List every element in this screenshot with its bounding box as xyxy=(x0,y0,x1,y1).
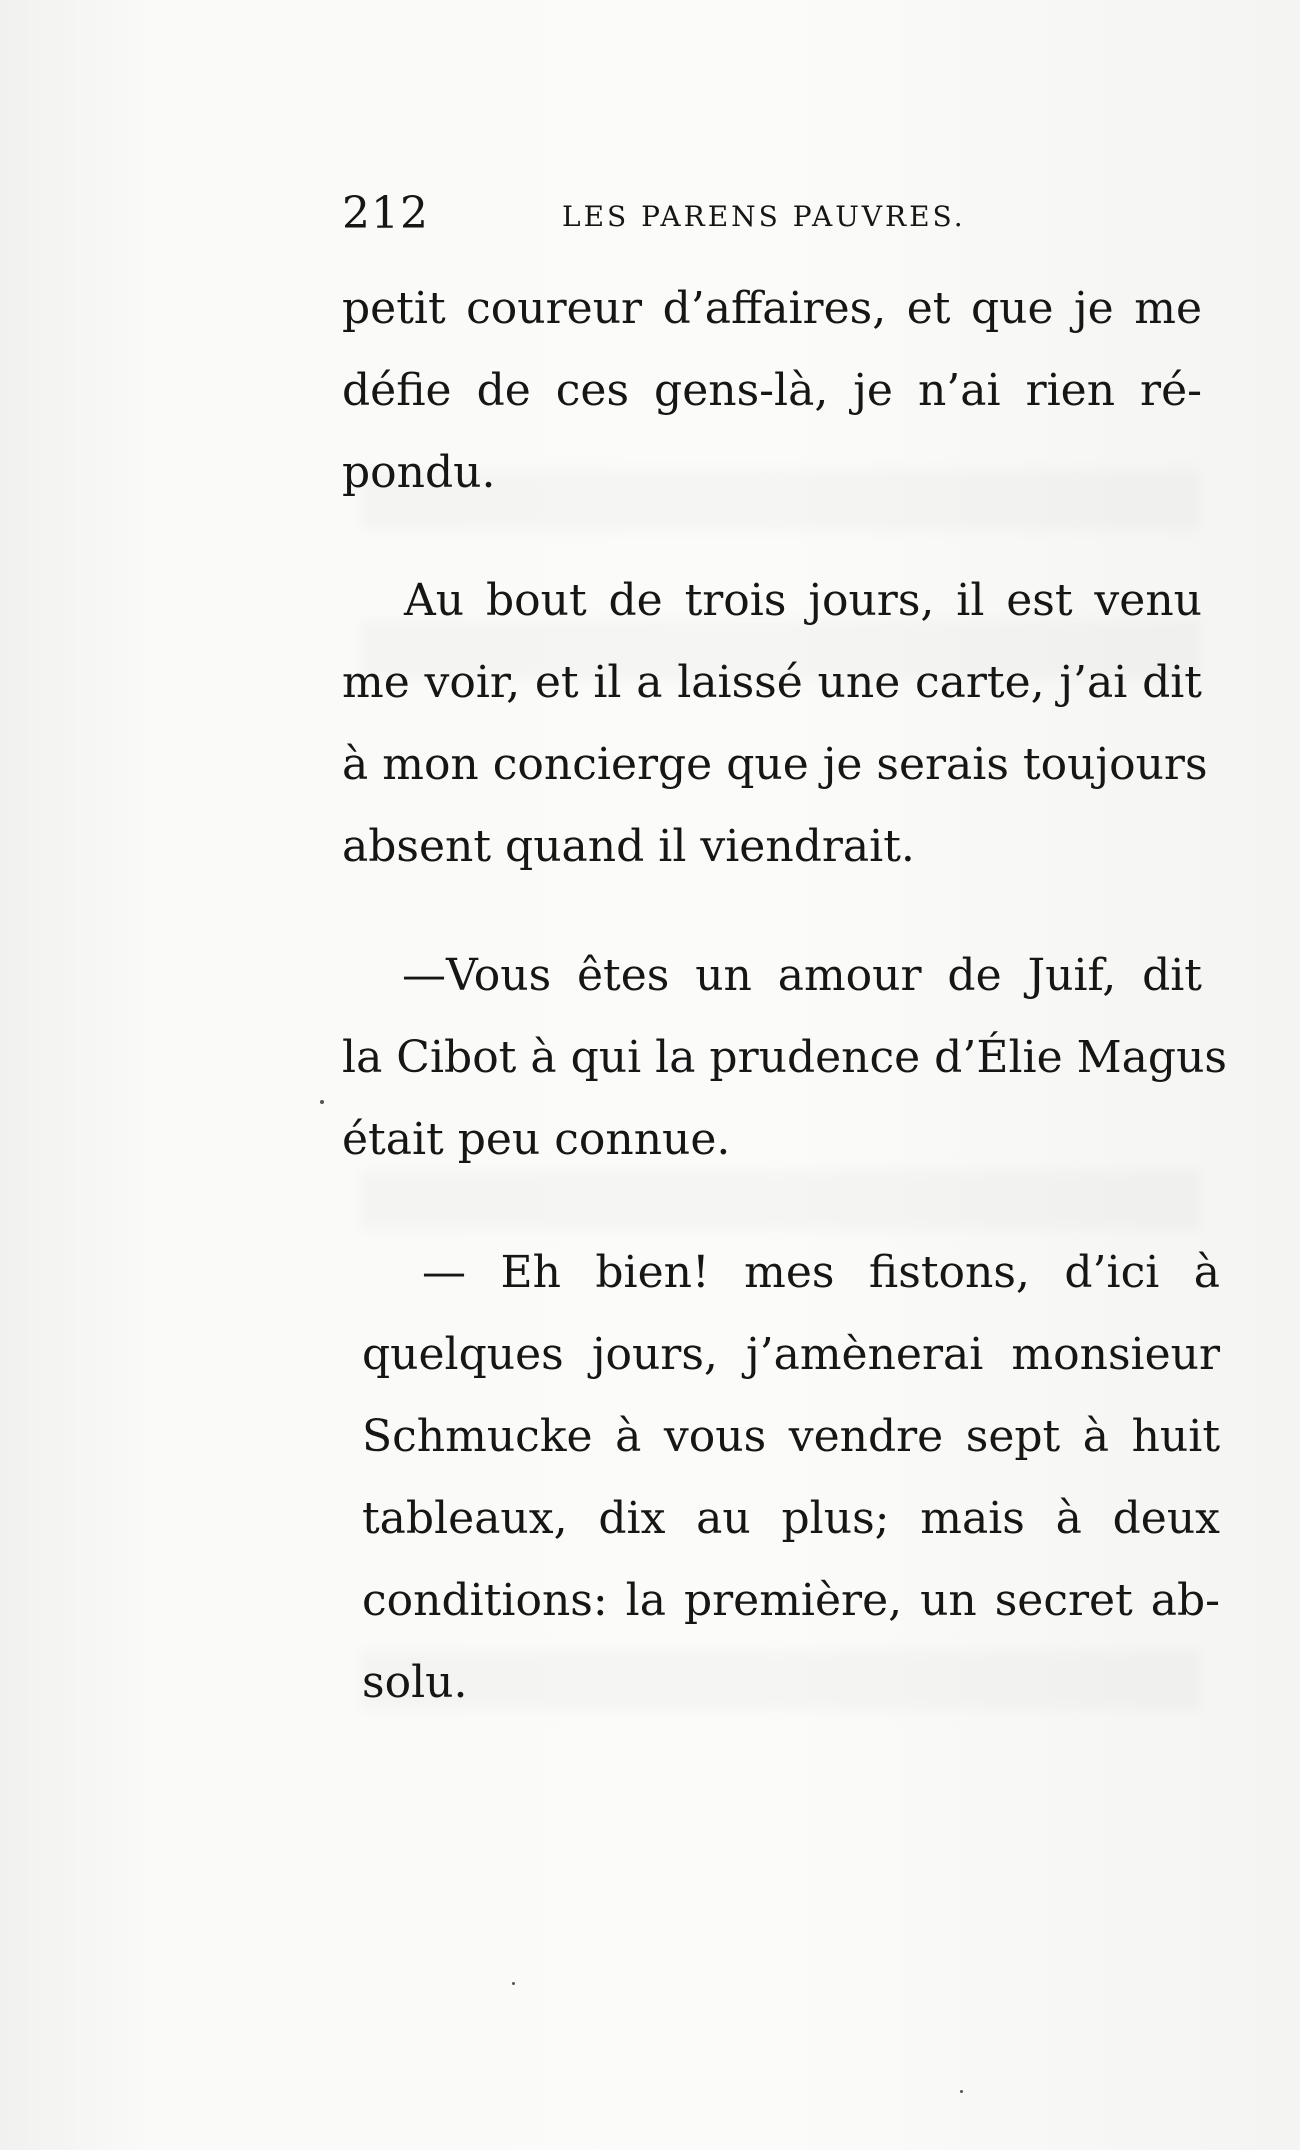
text-line: petit coureur d’affaires, et que je me xyxy=(342,283,1202,334)
paragraph xyxy=(342,268,1202,514)
text-line: pondu. xyxy=(342,447,496,498)
text-line: solu. xyxy=(362,1657,468,1708)
paragraph xyxy=(342,935,1227,1181)
text-line: me voir, et il a laissé une carte, j’ai dit xyxy=(342,657,1202,708)
paper-speck xyxy=(960,2090,963,2093)
running-title: LES PARENS PAUVRES. xyxy=(562,200,966,233)
paragraph xyxy=(342,560,1208,888)
paper-speck xyxy=(320,1100,324,1104)
paper-speck xyxy=(512,1982,515,1985)
page-header xyxy=(342,188,982,248)
text-line: — Eh bien! mes fistons, d’ici à xyxy=(422,1247,1220,1298)
text-line: quelques jours, j’amènerai monsieur xyxy=(362,1329,1220,1380)
text-line: —Vous êtes un amour de Juif, dit xyxy=(402,950,1202,1001)
text-line: tableaux, dix au plus; mais à deux xyxy=(362,1493,1220,1544)
paragraph xyxy=(362,1232,1220,1724)
text-line: était peu connue. xyxy=(342,1114,731,1165)
text-line: absent quand il viendrait. xyxy=(342,821,915,872)
text-line: Schmucke à vous vendre sept à huit xyxy=(362,1411,1220,1462)
page-number: 212 xyxy=(342,188,429,239)
text-line: Au bout de trois jours, il est venu xyxy=(404,575,1202,626)
text-line: à mon concierge que je serais toujours xyxy=(342,739,1208,790)
text-line: la Cibot à qui la prudence d’Élie Magus xyxy=(342,1032,1227,1083)
text-line: conditions: la première, un secret ab- xyxy=(362,1575,1220,1626)
text-line: défie de ces gens-là, je n’ai rien ré- xyxy=(342,365,1202,416)
